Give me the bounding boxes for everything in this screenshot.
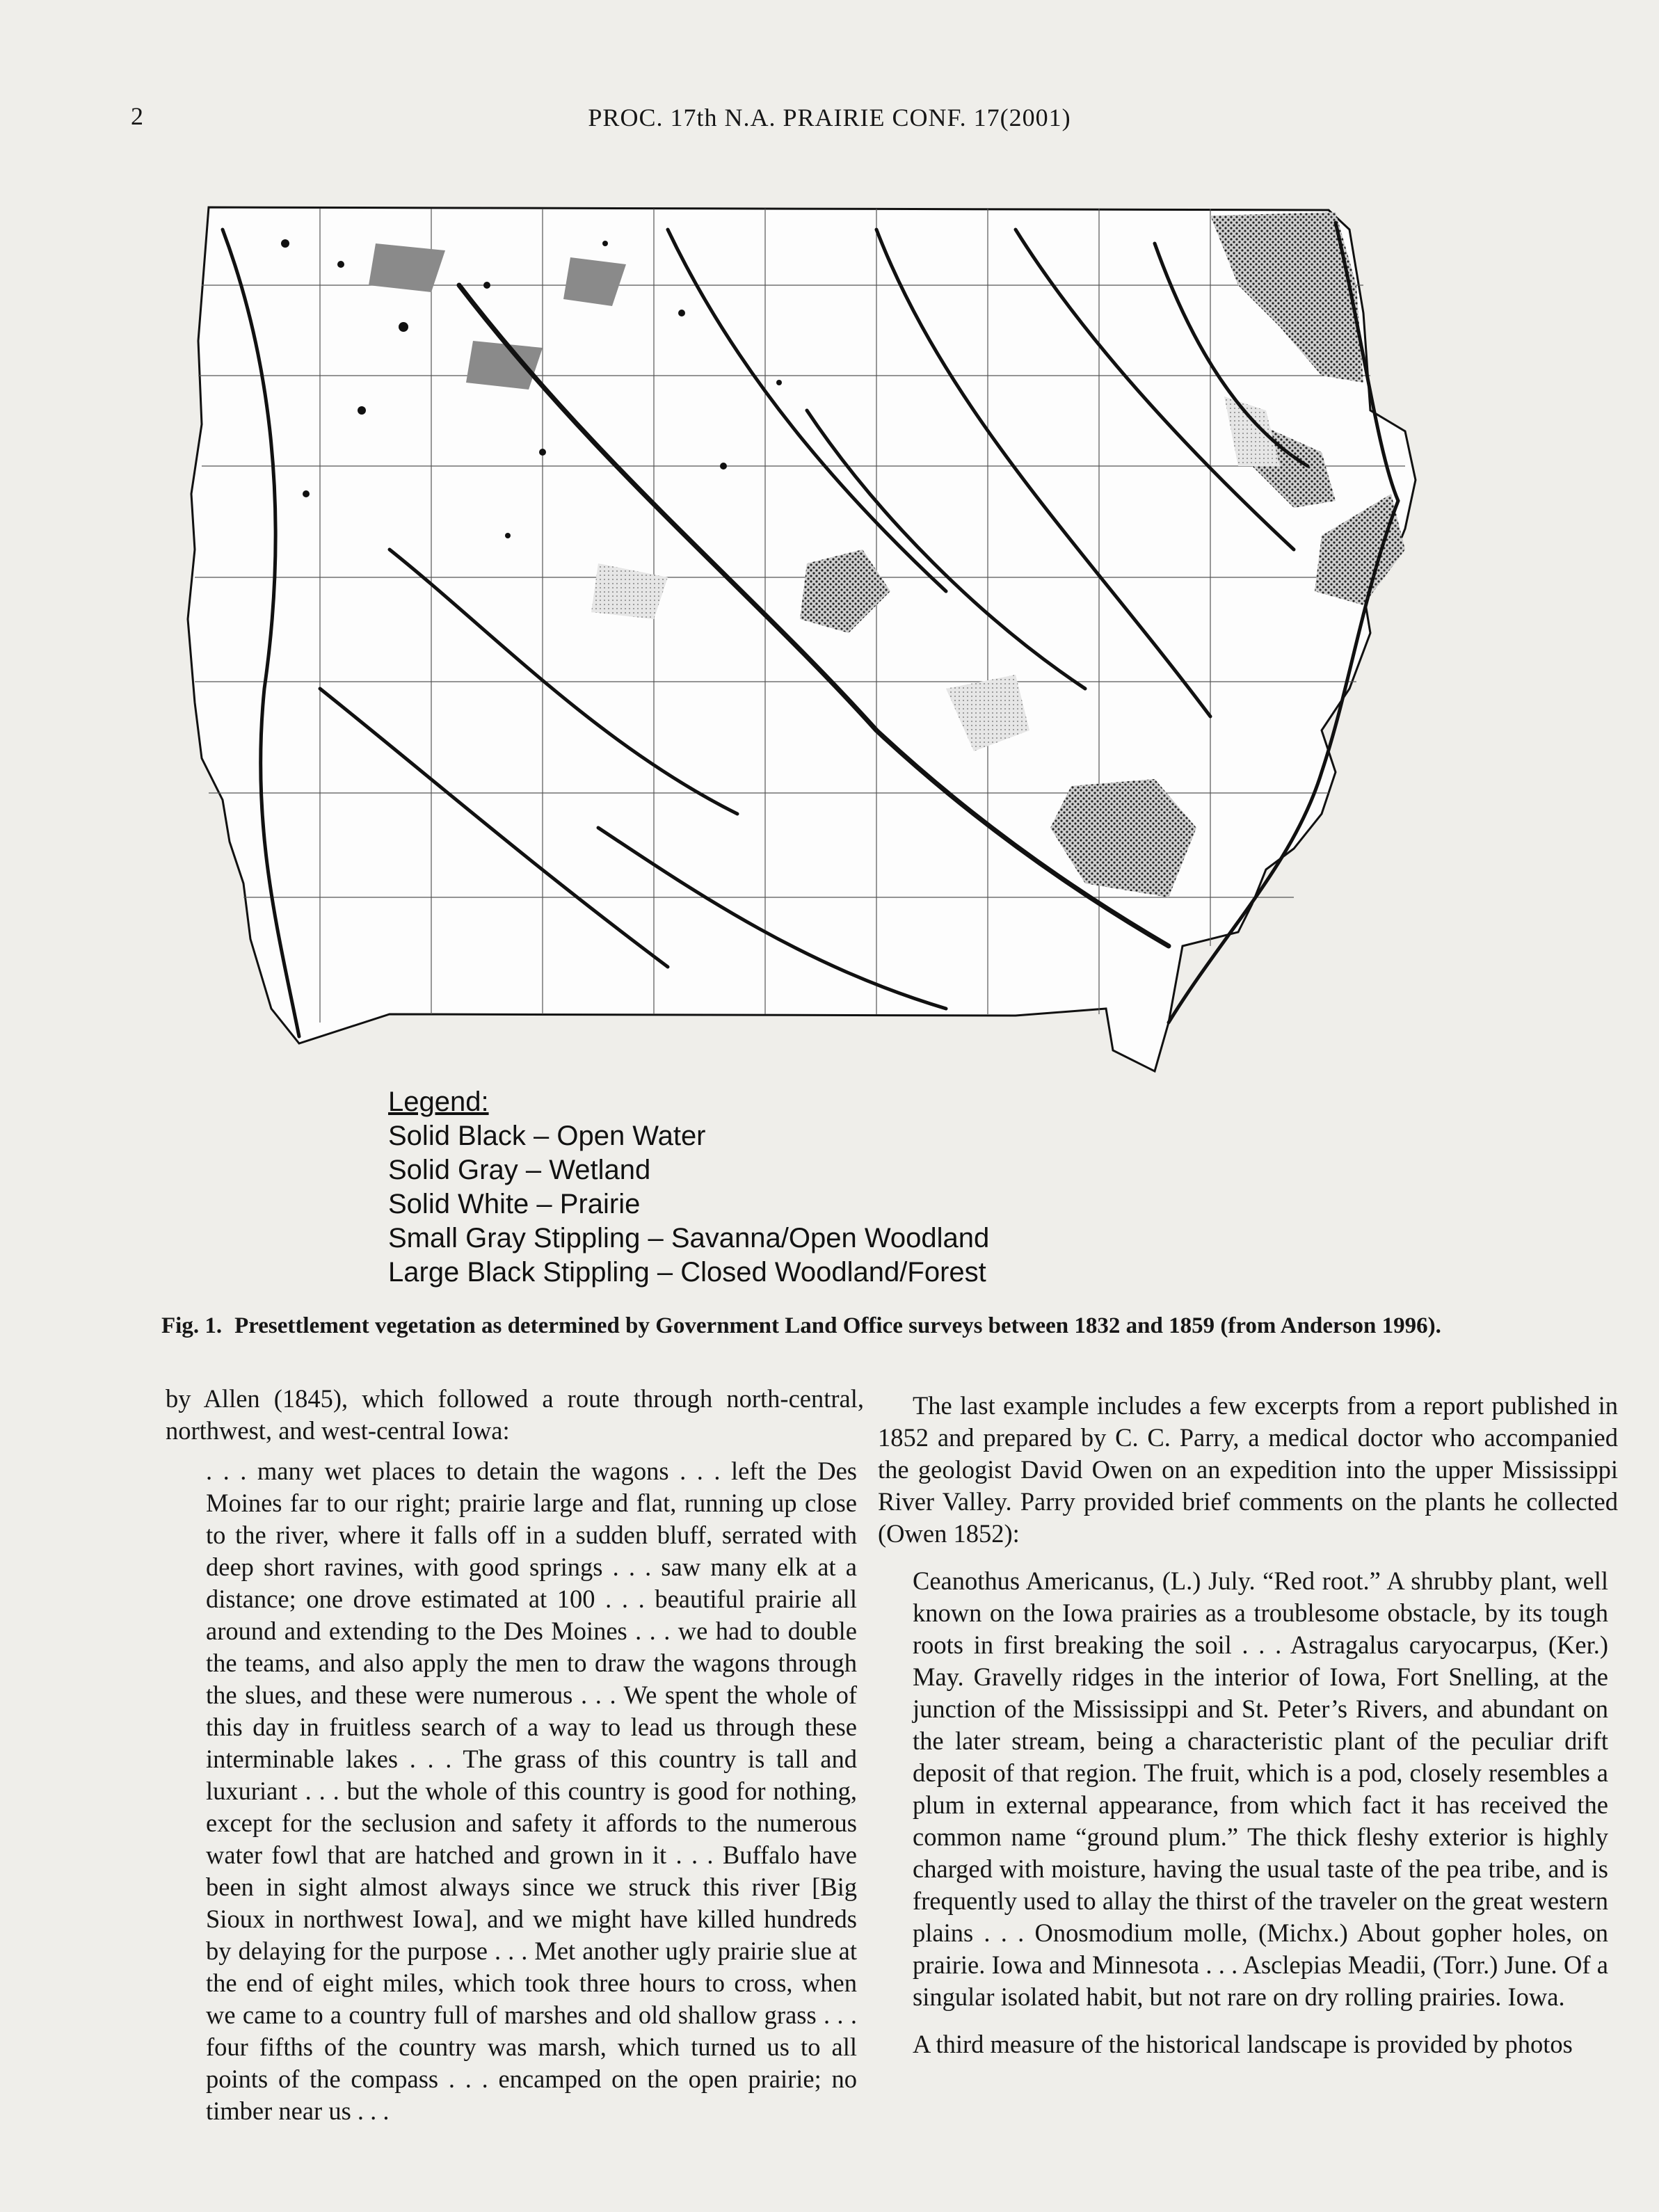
map-legend <box>388 1085 989 1290</box>
figure-label: Fig. 1. <box>161 1313 223 1338</box>
left-intro-paragraph: by Allen (1845), which followed a route through north-central, northwest, and west-central Iowa: <box>166 1384 864 1445</box>
legend-item-savanna: Small Gray Stippling – Savanna/Open Woodland <box>388 1223 990 1253</box>
legend-item-wetland: Solid Gray – Wetland <box>388 1155 651 1185</box>
right-intro-paragraph: The last example includes a few excerpts from a report published in 1852 and prepared by C. C. Parry, a medical doctor who accompanied the geologist David Owen on an expedition into the upper Mississippi River Valley. Parry provided brief comments on the plants he collected (Owen 1852): <box>878 1391 1618 1548</box>
legend-item-prairie: Solid White – Prairie <box>388 1189 641 1219</box>
legend-item-open-water: Solid Black – Open Water <box>388 1121 706 1151</box>
right-column <box>878 1390 1618 2060</box>
figure-caption-text: Presettlement vegetation as determined by Government Land Office surveys between 1832 and 1859 (from Anderson 1996). <box>234 1313 1441 1338</box>
legend-item-forest: Large Black Stippling – Closed Woodland/Forest <box>388 1257 986 1288</box>
iowa-vegetation-map <box>181 202 1419 1078</box>
state-outline <box>188 207 1416 1071</box>
left-column <box>166 1383 864 2127</box>
allen-quote: . . . many wet places to detain the wagons . . . left the Des Moines far to our right; prairie large and flat, running up close to the river, where it falls off in a sudden bluff, serrated with deep short ravines, with good springs . . . saw many elk at a distance; one drove estimated at 100 . . . beautiful prairie all around and extending to the Des Moines . . . we had to double the teams, and also apply the men to draw the wagons through the slues, and these were numerous . . . We spent the whole of this day in fruitless search of a way to lead us through these interminable lakes . . . The grass of this country is tall and luxuriant . . . but the whole of this country is good for nothing, except for the seclusion and safety it affords to the numerous water fowl that are hatched and grown in it . . . Buffalo have been in sight almost always since we struck this river [Big Sioux in northwest Iowa], and we might have killed hundreds by delaying for the purpose . . . Met another ugly prairie slue at the end of eight miles, which took three hours to cross, when we came to a country full of marshes and old shallow grass . . . four fifths of the country was marsh, which turned us to all points of the compass . . . encamped on the open prairie; no timber near us . . . <box>206 1457 857 2125</box>
page-number: 2 <box>131 102 143 130</box>
figure-caption <box>161 1313 1553 1339</box>
running-head: PROC. 17th N.A. PRAIRIE CONF. 17(2001) <box>588 104 1071 131</box>
parry-quote: Ceanothus Americanus, (L.) July. “Red root.” A shrubby plant, well known on the Iowa prairies as a troublesome obstacle, by its tough roots in first breaking the soil . . . Astragalus caryocarpus, (Ker.) May. Gravelly ridges in the interior of Iowa, Fort Snelling, at the junction of the Mississippi and St. Peter’s Rivers, and abundant on the later stream, being a characteristic plant of the peculiar drift deposit of that region. The fruit, which is a pod, closely resembles a plum in external appearance, from which fact it has received the common name “ground plum.” The thick fleshy exterior is highly charged with moisture, having the usual taste of the pea tribe, and is frequently used to allay the thirst of the traveler on the great western plains . . . Onosmodium molle, (Michx.) About gopher holes, on prairie. Iowa and Minnesota . . . Asclepias Meadii, (Torr.) June. Of a singular isolated habit, but not rare on dry rolling prairies. Iowa. <box>913 1566 1608 2011</box>
legend-title: Legend: <box>388 1087 489 1117</box>
right-closing-paragraph: A third measure of the historical landscape is provided by photos <box>913 2030 1573 2058</box>
